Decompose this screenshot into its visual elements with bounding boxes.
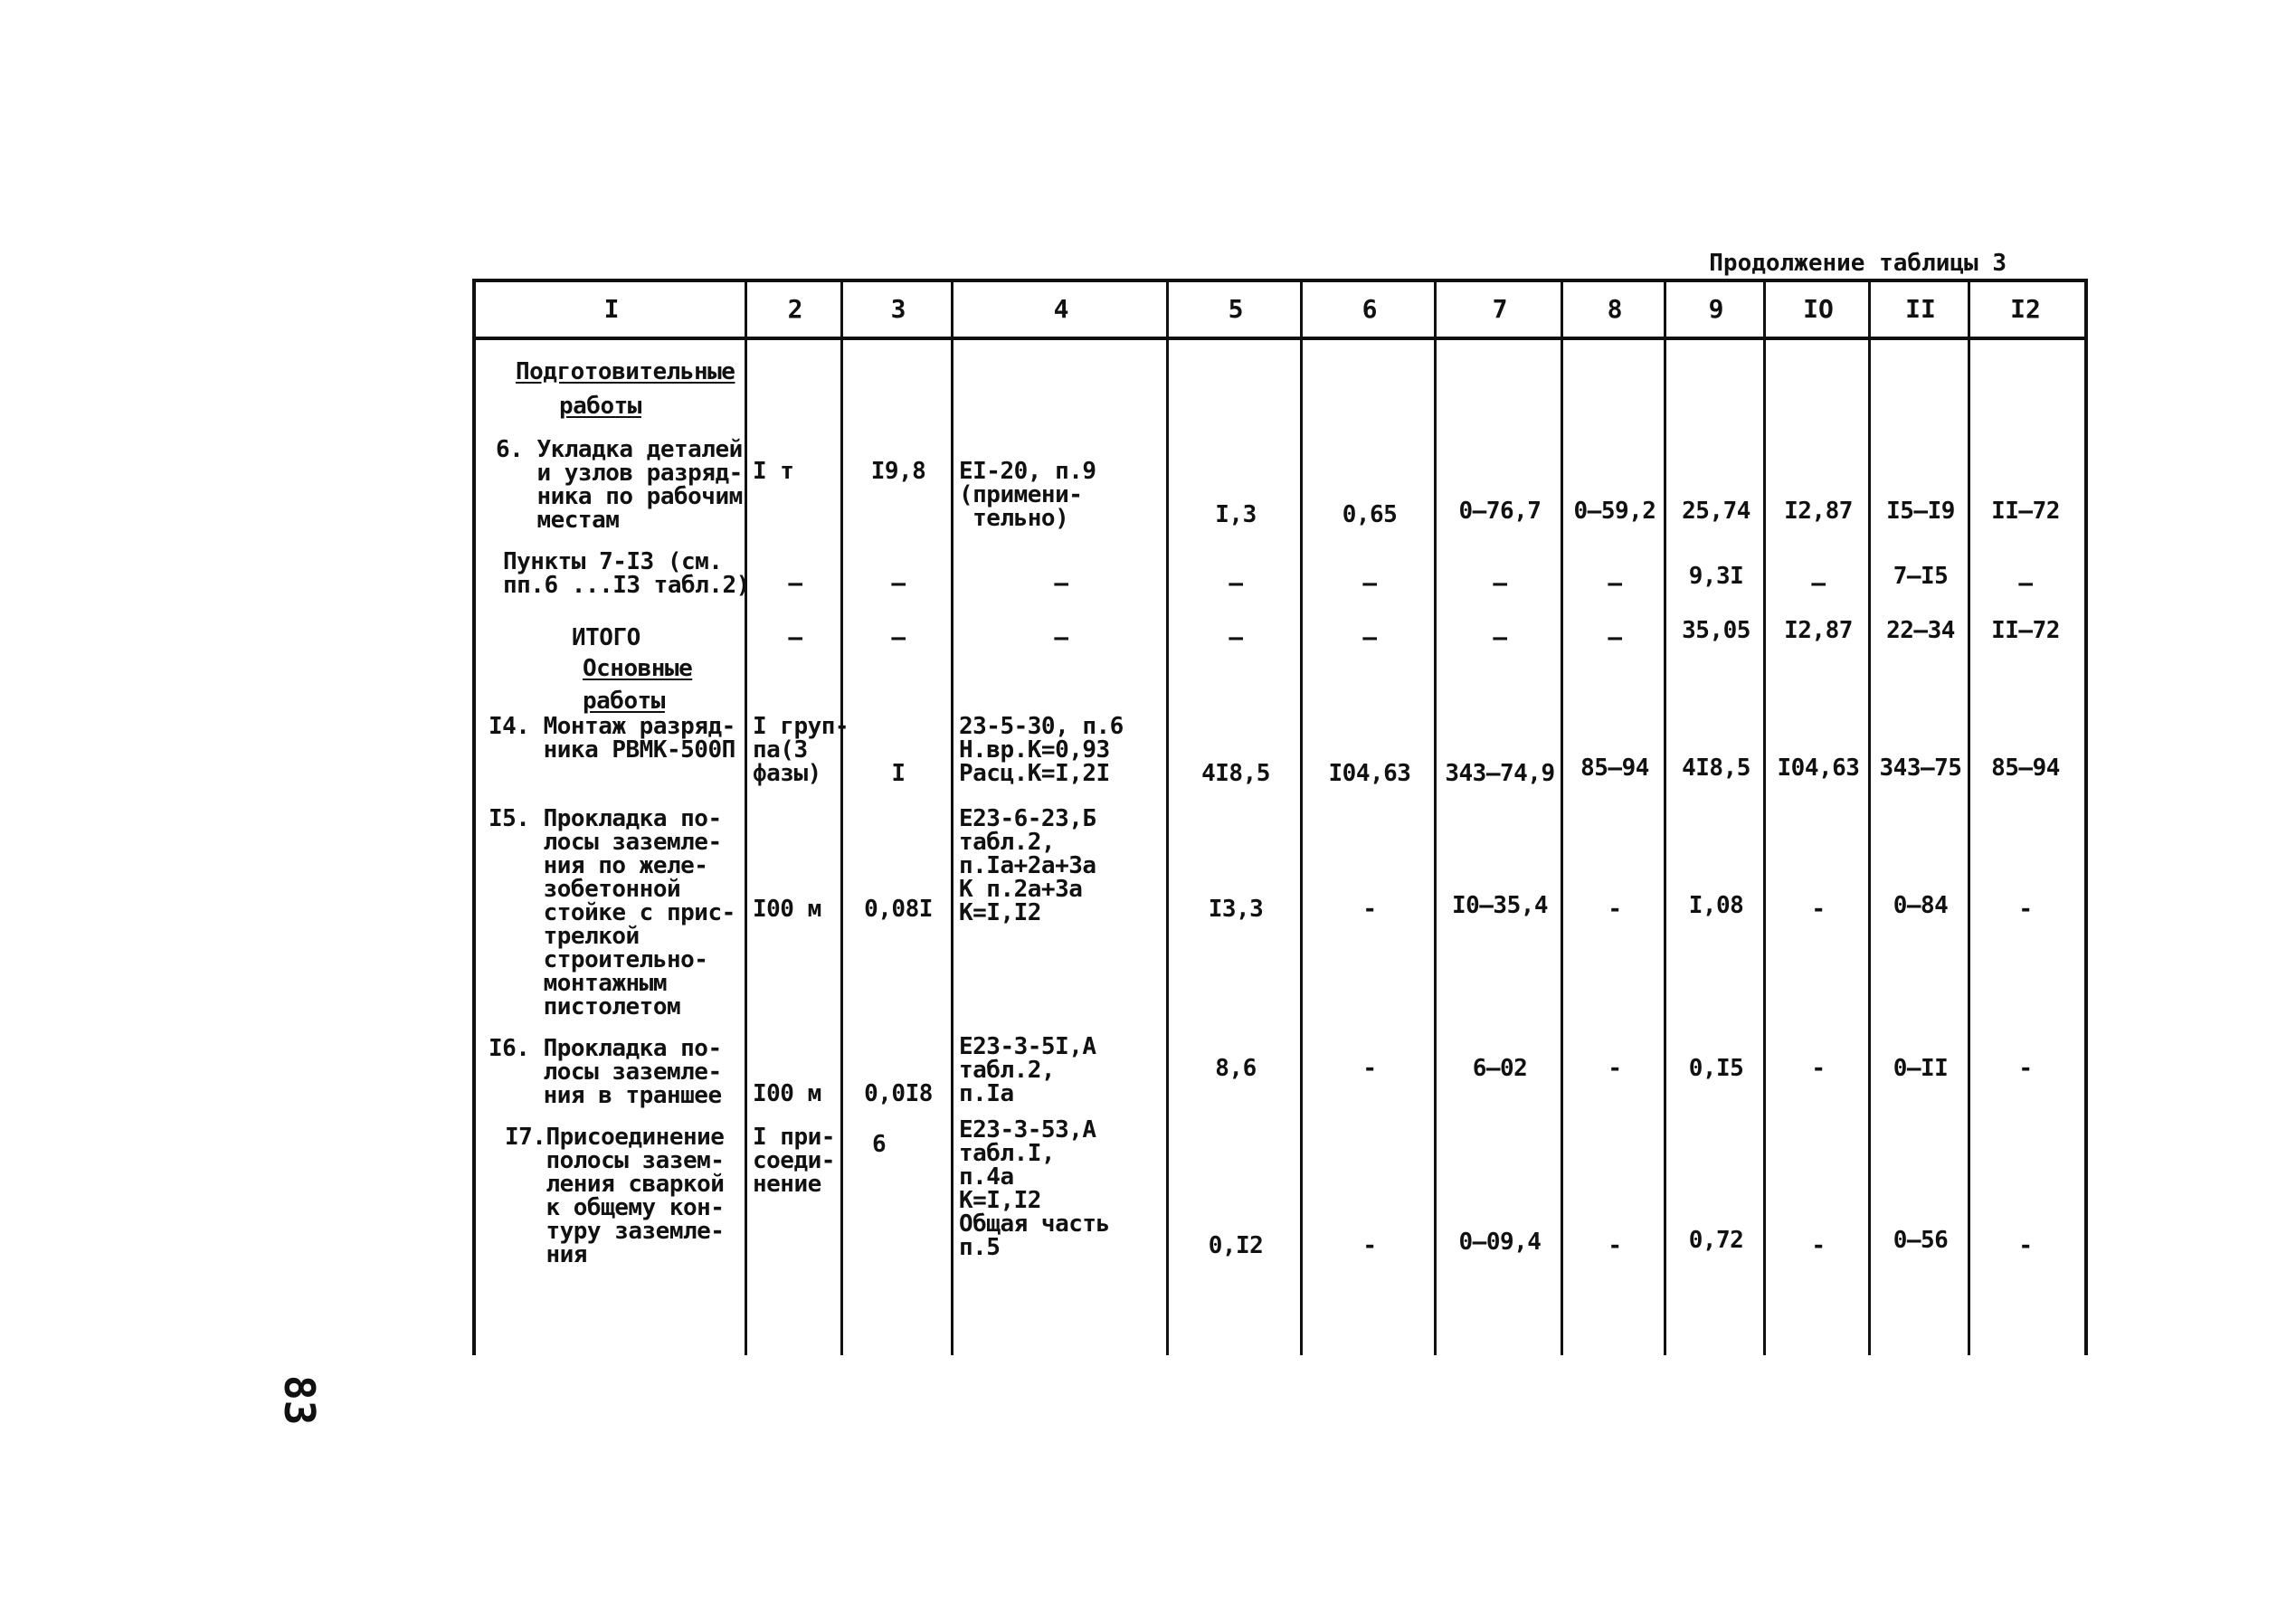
- header-col-8: 8: [1607, 294, 1623, 324]
- itogo-col12: II–72: [1991, 617, 2060, 644]
- row-15-col10: -: [1811, 896, 1826, 923]
- itogo-col7: –: [1493, 624, 1507, 651]
- header-col-1: I: [603, 294, 620, 324]
- itogo-col6: —: [1362, 624, 1377, 651]
- section-heading-main: Основные: [583, 655, 693, 682]
- itogo-col8: —: [1608, 624, 1622, 651]
- row-17-qty: 6: [872, 1131, 887, 1158]
- row-17-name: I7.Присоединение полосы зазем- ления сваркой к общему кон- туру заземле- ния: [505, 1124, 725, 1268]
- row-17-ref: Е23-3-53,А табл.I, п.4а К=I,I2 Общая часть п.5: [959, 1116, 1110, 1261]
- row-14-col12: 85–94: [1991, 755, 2060, 782]
- column-divider: [1300, 282, 1303, 1355]
- row-6-col10: I2,87: [1784, 498, 1853, 525]
- itogo-col4: –: [1054, 624, 1068, 651]
- header-col-6: 6: [1361, 294, 1378, 324]
- row-17-col12: -: [2018, 1232, 2033, 1259]
- itogo-col11: 22–34: [1886, 617, 1955, 644]
- row-7-13-col6: —: [1362, 570, 1377, 597]
- row-7-13-col12: –: [2018, 570, 2033, 597]
- itogo-col3: –: [891, 624, 906, 651]
- table-caption: Продолжение таблицы 3: [1709, 250, 2007, 277]
- row-16-col9: 0,I5: [1688, 1055, 1744, 1082]
- row-17-col6: -: [1362, 1232, 1377, 1259]
- row-16-qty: 0,0I8: [864, 1080, 933, 1107]
- column-divider: [1166, 282, 1169, 1355]
- column-divider: [1664, 282, 1666, 1355]
- header-col-11: II: [1905, 294, 1936, 324]
- row-15-col6: -: [1362, 896, 1377, 923]
- header-col-2: 2: [787, 294, 803, 324]
- row-15-col5: I3,3: [1208, 896, 1264, 923]
- row-15-col9: I,08: [1688, 892, 1744, 919]
- row-15-col8: -: [1608, 896, 1622, 923]
- row-14-col11: 343–75: [1879, 755, 1962, 782]
- row-6-col9: 25,74: [1682, 498, 1750, 525]
- row-6-col11: I5–I9: [1886, 498, 1955, 525]
- row-16-ref: Е23-3-5I,А табл.2, п.Iа: [959, 1033, 1096, 1107]
- column-divider: [1868, 282, 1871, 1355]
- row-7-13-col11: 7–I5: [1893, 563, 1949, 590]
- page-number: 83: [275, 1375, 324, 1426]
- row-17-unit: I при- соеди- нение: [753, 1124, 835, 1198]
- row-7-13-col2: –: [788, 570, 802, 597]
- row-17-col11: 0–56: [1893, 1227, 1949, 1254]
- header-col-9: 9: [1708, 294, 1724, 324]
- row-14-col10: I04,63: [1777, 755, 1860, 782]
- row-6-col6: 0,65: [1342, 501, 1398, 528]
- column-divider: [951, 282, 954, 1355]
- row-6-ref: EI-20, п.9 (примени- тельно): [959, 458, 1096, 532]
- row-16-col5: 8,6: [1215, 1055, 1257, 1082]
- row-15-unit: I00 м: [753, 896, 821, 923]
- row-14-name: I4. Монтаж разряд- ника РВМК-500П: [489, 713, 735, 764]
- row-15-ref: Е23-6-23,Б табл.2, п.Iа+2а+3а К п.2а+3а К=I,I2: [959, 805, 1096, 926]
- column-divider: [745, 282, 747, 1355]
- row-17-col8: -: [1608, 1232, 1622, 1259]
- row-15-col11: 0–84: [1893, 892, 1949, 919]
- row-16-col11: 0–II: [1893, 1055, 1949, 1082]
- header-col-4: 4: [1053, 294, 1069, 324]
- row-6-col7: 0–76,7: [1458, 498, 1542, 525]
- row-14-ref: 23-5-30, п.6 Н.вр.К=0,93 Расц.К=I,2I: [959, 713, 1124, 787]
- section-heading-main-2: работы: [583, 688, 665, 715]
- header-col-10: IO: [1803, 294, 1834, 324]
- row-14-col6: I04,63: [1328, 760, 1411, 787]
- itogo-col9: 35,05: [1682, 617, 1750, 644]
- row-16-col8: -: [1608, 1055, 1622, 1082]
- row-6-unit: I т: [753, 458, 794, 485]
- row-17-col10: -: [1811, 1232, 1826, 1259]
- section-heading-prep: Подготовительные: [516, 358, 735, 385]
- header-col-7: 7: [1492, 294, 1508, 324]
- row-7-13-name: Пункты 7-I3 (см. пп.6 ...I3 табл.2): [503, 548, 750, 599]
- itogo-col5: –: [1229, 624, 1243, 651]
- itogo-col2: –: [788, 624, 802, 651]
- row-16-col12: -: [2018, 1055, 2033, 1082]
- column-divider: [1561, 282, 1563, 1355]
- row-16-name: I6. Прокладка по- лосы заземле- ния в траншее: [489, 1035, 722, 1109]
- row-14-col8: 85–94: [1580, 755, 1649, 782]
- row-6-col5: I,3: [1215, 501, 1257, 528]
- row-6-name: 6. Укладка деталей и узлов разряд- ника по рабочим местам: [496, 436, 743, 534]
- row-7-13-col4: –: [1054, 570, 1068, 597]
- row-17-col5: 0,I2: [1208, 1232, 1264, 1259]
- row-16-col7: 6–02: [1472, 1055, 1528, 1082]
- column-divider: [1763, 282, 1766, 1355]
- itogo-label: ИТОГО: [572, 624, 640, 651]
- row-7-13-col10: –: [1811, 570, 1826, 597]
- header-col-3: 3: [890, 294, 906, 324]
- row-7-13-col8: —: [1608, 570, 1622, 597]
- column-divider: [1968, 282, 1970, 1355]
- section-heading-prep-2: работы: [559, 393, 641, 420]
- row-16-col6: -: [1362, 1055, 1377, 1082]
- row-17-col7: 0–09,4: [1458, 1229, 1542, 1256]
- column-divider: [840, 282, 843, 1355]
- row-15-col12: -: [2018, 896, 2033, 923]
- row-16-unit: I00 м: [753, 1080, 821, 1107]
- itogo-col10: I2,87: [1784, 617, 1853, 644]
- data-table: [472, 279, 2088, 1355]
- row-7-13-col5: –: [1229, 570, 1243, 597]
- row-7-13-col7: –: [1493, 570, 1507, 597]
- row-14-col9: 4I8,5: [1682, 755, 1750, 782]
- row-6-qty: I9,8: [870, 458, 926, 485]
- row-15-name: I5. Прокладка по- лосы заземле- ния по желе- зобетонной стойке с прис- трелкой строительно- монтажным пистолетом: [489, 805, 735, 1020]
- header-col-12: I2: [2010, 294, 2041, 324]
- column-divider: [1434, 282, 1437, 1355]
- row-17-col9: 0,72: [1688, 1227, 1744, 1254]
- table-header: [476, 282, 2084, 340]
- row-7-13-col9: 9,3I: [1688, 563, 1744, 590]
- row-15-qty: 0,08I: [864, 896, 933, 923]
- row-14-qty: I: [891, 760, 906, 787]
- row-14-col7: 343–74,9: [1445, 760, 1555, 787]
- row-6-col12: II–72: [1991, 498, 2060, 525]
- row-14-col5: 4I8,5: [1201, 760, 1270, 787]
- header-col-5: 5: [1228, 294, 1244, 324]
- row-15-col7: I0–35,4: [1451, 892, 1549, 919]
- row-6-col8: 0–59,2: [1573, 498, 1656, 525]
- row-14-unit: I груп- па(3 фазы): [753, 713, 849, 787]
- row-16-col10: -: [1811, 1055, 1826, 1082]
- row-7-13-col3: –: [891, 570, 906, 597]
